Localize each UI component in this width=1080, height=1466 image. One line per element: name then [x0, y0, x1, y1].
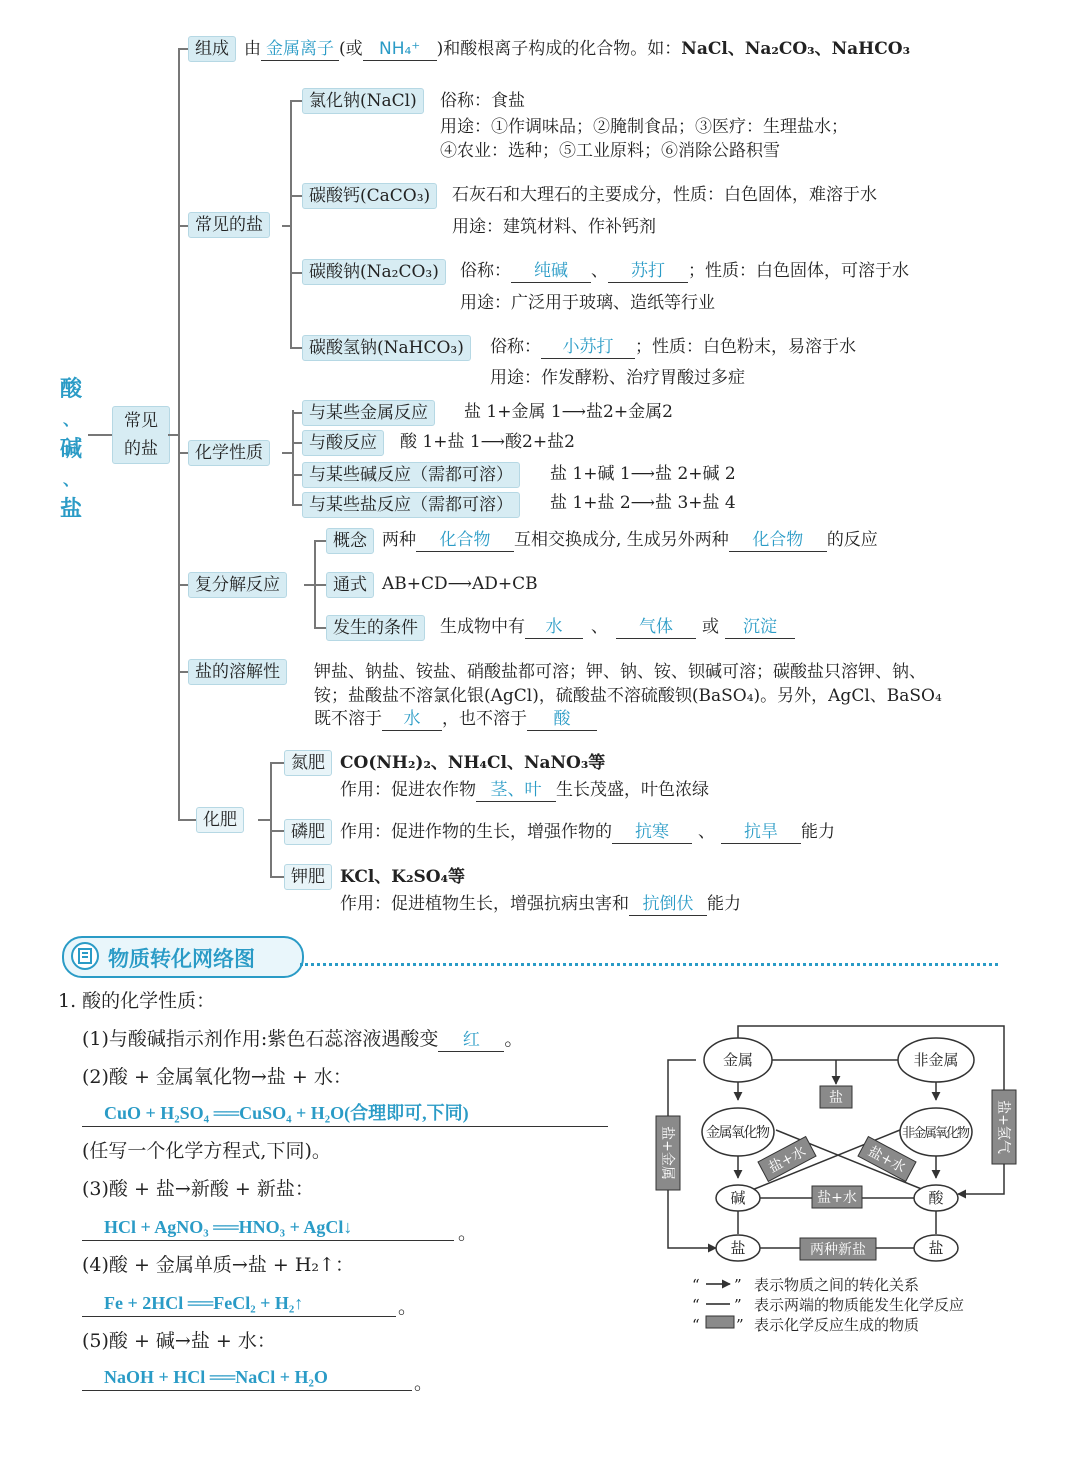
nahco3-line1	[490, 336, 856, 359]
solubility-line2: 铵；盐酸盐不溶氯化银(AgCl)，硫酸盐不溶硫酸钡(BaSO₄)。另外，AgCl、BaSO₄	[314, 686, 942, 706]
na2co3-label: 碳酸钠(Na₂CO₃)	[302, 259, 446, 285]
q5-text: (5)酸 + 碱→盐 + 水：	[82, 1330, 276, 1352]
text: 的反应	[826, 530, 878, 550]
phosphorus-line	[340, 821, 835, 844]
connector	[314, 584, 326, 586]
examples: NaCl、Na₂CO₃、NaHCO₃	[681, 39, 911, 59]
na2co3-line2: 用途：广泛用于玻璃、造纸等行业	[460, 293, 715, 313]
root-label: 常见的盐	[124, 411, 158, 459]
prop-salt-eq: 盐 1+盐 2⟶盐 3+盐 4	[550, 493, 736, 513]
connector	[314, 540, 326, 542]
text: 生长茂盛，叶色浓绿	[556, 780, 709, 800]
branch-double-decomposition: 复分解反应	[188, 572, 287, 598]
node-label: 盐	[730, 1239, 746, 1257]
sub-trunk	[290, 100, 292, 348]
section-header	[62, 936, 304, 978]
nacl-label: 氯化钠(NaCl)	[302, 88, 424, 114]
text: 俗称：	[460, 261, 511, 281]
answer: 红	[438, 1029, 504, 1052]
nitrogen-line1: CO(NH₂)₂、NH₄Cl、NaNO₃等	[340, 753, 606, 773]
prop-base-label: 与某些碱反应（需都可溶）	[302, 462, 520, 488]
answer: 化合物	[729, 529, 827, 552]
node-label: 非金属氧化物	[902, 1126, 970, 1141]
node-label: 金属氧化物	[706, 1125, 770, 1141]
nacl-line3: ④农业：选种；⑤工业原料；⑥消除公路积雪	[440, 141, 780, 161]
nahco3-line2: 用途：作发酵粉、治疗胃酸过多症	[490, 368, 745, 388]
concept-text	[382, 529, 878, 552]
text: 或	[702, 617, 719, 637]
legend-quote: “	[692, 1276, 700, 1294]
nitrogen-label: 氮肥	[284, 750, 332, 776]
legend-quote: ”	[734, 1276, 742, 1294]
q2-note: (任写一个化学方程式,下同)。	[82, 1140, 331, 1162]
node-label: 盐	[928, 1239, 944, 1257]
connector	[282, 452, 294, 454]
nitrogen-line2	[340, 779, 709, 802]
text: ；性质：白色固体，可溶于水	[688, 261, 909, 281]
main-title	[57, 368, 85, 532]
connector	[290, 195, 302, 197]
caco3-label: 碳酸钙(CaCO₃)	[302, 183, 437, 209]
phosphorus-label: 磷肥	[284, 819, 332, 845]
q2-text: (2)酸 + 金属氧化物→盐 + 水：	[82, 1066, 352, 1088]
legend-quote: “	[692, 1316, 700, 1334]
formula-text: AB+CD⟶AD+CB	[382, 574, 538, 594]
text: 作用：促进植物生长，增强抗病虫害和	[340, 894, 629, 914]
formula-label: 通式	[326, 572, 374, 598]
text: 由	[244, 39, 261, 59]
connector	[168, 434, 180, 436]
answer: 化合物	[416, 529, 514, 552]
connector	[178, 584, 188, 586]
connector	[292, 474, 302, 476]
box-label: 盐	[829, 1090, 843, 1106]
answer: 抗旱	[721, 821, 801, 844]
branch-composition: 组成	[188, 36, 236, 62]
legend-quote: “	[692, 1296, 700, 1314]
legend-quote: ”	[734, 1296, 742, 1314]
answer: 金属离子	[261, 38, 339, 61]
answer: 小苏打	[541, 336, 635, 359]
question-heading: 1. 酸的化学性质：	[58, 990, 216, 1012]
q1	[82, 1028, 523, 1052]
box-label: 盐+水	[865, 1143, 908, 1177]
potassium-line2	[340, 893, 741, 916]
composition-text	[244, 38, 910, 61]
q5-equation: NaOH + HCl ══NaCl + H₂O	[82, 1364, 412, 1391]
dotted-divider	[300, 963, 998, 966]
text: 能力	[801, 822, 835, 842]
legend-box-text: 表示化学反应生成的物质	[754, 1316, 920, 1334]
text: ，也不溶于	[442, 709, 527, 729]
legend-arrow-text: 表示物质之间的转化关系	[754, 1276, 920, 1294]
connector	[292, 412, 302, 414]
answer: 酸	[527, 708, 597, 731]
text: (或	[339, 39, 363, 59]
caco3-line2: 用途：建筑材料、作补钙剂	[452, 217, 656, 237]
text: 、	[591, 261, 608, 281]
na2co3-line1	[460, 260, 909, 283]
answer: 气体	[616, 616, 696, 639]
text: 、	[698, 822, 715, 842]
q4-text: (4)酸 + 金属单质→盐 + H₂↑：	[82, 1254, 354, 1276]
connector	[258, 819, 272, 821]
prop-acid-eq: 酸 1+盐 1⟶酸2+盐2	[400, 432, 575, 452]
connector	[292, 442, 302, 444]
connector	[290, 347, 302, 349]
solubility-line1: 钾盐、钠盐、铵盐、硝酸盐都可溶；钾、钠、铵、钡碱可溶；碳酸盐只溶钾、钠、	[314, 662, 926, 682]
connector	[292, 504, 302, 506]
nacl-line1: 俗称：食盐	[440, 91, 525, 111]
section-title: 物质转化网络图	[108, 947, 255, 971]
text: 。	[504, 1028, 524, 1050]
q4-equation: Fe + 2HCl ══FeCl₂ + H₂↑	[82, 1290, 396, 1317]
box-label: 盐+水	[766, 1143, 809, 1177]
nacl-line2: 用途：①作调味品；②腌制食品；③医疗：生理盐水；	[440, 117, 848, 137]
answer: 沉淀	[725, 616, 795, 639]
branch-chemical-properties: 化学性质	[188, 440, 270, 466]
text: 、	[591, 617, 608, 637]
branch-fertilizer: 化肥	[196, 807, 244, 833]
text: 既不溶于	[314, 709, 382, 729]
prop-base-eq: 盐 1+碱 1⟶盐 2+碱 2	[550, 464, 736, 484]
text: 作用：促进农作物	[340, 780, 476, 800]
node-label: 非金属	[913, 1051, 959, 1069]
condition-text	[440, 616, 795, 639]
title-char: 、	[62, 470, 79, 489]
node-label: 酸	[928, 1189, 944, 1207]
legend-line-text: 表示两端的物质能发生化学反应	[754, 1296, 965, 1314]
potassium-label: 钾肥	[284, 864, 332, 890]
answer: 水	[525, 616, 583, 639]
sub-trunk	[292, 410, 294, 506]
connector	[282, 225, 292, 227]
answer: 茎、叶	[476, 779, 556, 802]
prop-metal-label: 与某些金属反应	[302, 400, 435, 426]
box-label: 盐+水	[817, 1190, 857, 1206]
conversion-network-diagram	[640, 1020, 1020, 1340]
text: (1)与酸碱指示剂作用:紫色石蕊溶液遇酸变	[82, 1028, 439, 1050]
q3-end: 。	[458, 1222, 478, 1244]
potassium-line1: KCl、K₂SO₄等	[340, 867, 466, 887]
prop-metal-eq: 盐 1+金属 1⟶盐2+金属2	[464, 402, 673, 422]
node-label: 碱	[730, 1189, 746, 1207]
connector	[178, 671, 188, 673]
text: 能力	[707, 894, 741, 914]
answer: 纯碱	[511, 260, 591, 283]
q3-equation: HCl + AgNO₃ ══HNO₃ + AgCl↓	[82, 1214, 454, 1241]
answer: 抗寒	[612, 821, 692, 844]
connector	[270, 830, 284, 832]
connector	[178, 225, 188, 227]
box-label: 两种新盐	[810, 1242, 866, 1258]
q5-end: 。	[414, 1372, 434, 1394]
box-label: 盐+金属	[659, 1126, 675, 1180]
connector	[88, 434, 112, 436]
text: 两种	[382, 530, 416, 550]
connector	[290, 272, 302, 274]
connector	[178, 48, 188, 50]
connector	[270, 876, 284, 878]
title-char: 酸	[59, 377, 82, 402]
box-label: 盐+氢气	[995, 1100, 1011, 1154]
connector	[178, 819, 196, 821]
q4-end: 。	[398, 1296, 418, 1318]
solubility-line3	[314, 708, 597, 731]
answer: NH₄⁺	[363, 38, 437, 61]
connector	[290, 100, 302, 102]
text: 俗称：	[490, 337, 541, 357]
nahco3-label: 碳酸氢钠(NaHCO₃)	[302, 335, 471, 361]
connector	[314, 627, 326, 629]
title-char: 盐	[59, 497, 82, 522]
branch-common-salts: 常见的盐	[188, 212, 270, 238]
text: )和酸根离子构成的化合物。如：	[436, 39, 682, 59]
answer: 苏打	[608, 260, 688, 283]
branch-solubility: 盐的溶解性	[188, 659, 287, 685]
prop-salt-label: 与某些盐反应（需都可溶）	[302, 492, 520, 518]
answer: 水	[382, 708, 442, 731]
title-char: 碱	[59, 437, 82, 462]
condition-label: 发生的条件	[326, 615, 425, 641]
legend-quote: ”	[736, 1316, 744, 1334]
text: 互相交换成分, 生成另外两种	[514, 530, 729, 550]
concept-label: 概念	[326, 528, 374, 554]
connector	[178, 452, 188, 454]
text: 作用：促进作物的生长，增强作物的	[340, 822, 612, 842]
text: 生成物中有	[440, 617, 525, 637]
answer: 抗倒伏	[629, 893, 707, 916]
prop-acid-label: 与酸反应	[302, 430, 384, 456]
q2-equation: CuO + H₂SO₄ ══CuSO₄ + H₂O(合理即可,下同)	[82, 1100, 608, 1127]
root-node	[112, 406, 170, 464]
document-icon	[70, 941, 100, 971]
caco3-line1: 石灰石和大理石的主要成分，性质：白色固体，难溶于水	[452, 185, 877, 205]
node-label: 金属	[722, 1051, 754, 1069]
connector	[270, 762, 284, 764]
text: ；性质：白色粉末，易溶于水	[635, 337, 856, 357]
title-char: 、	[62, 410, 79, 429]
q3-text: (3)酸 + 盐→新酸 + 新盐：	[82, 1178, 314, 1200]
